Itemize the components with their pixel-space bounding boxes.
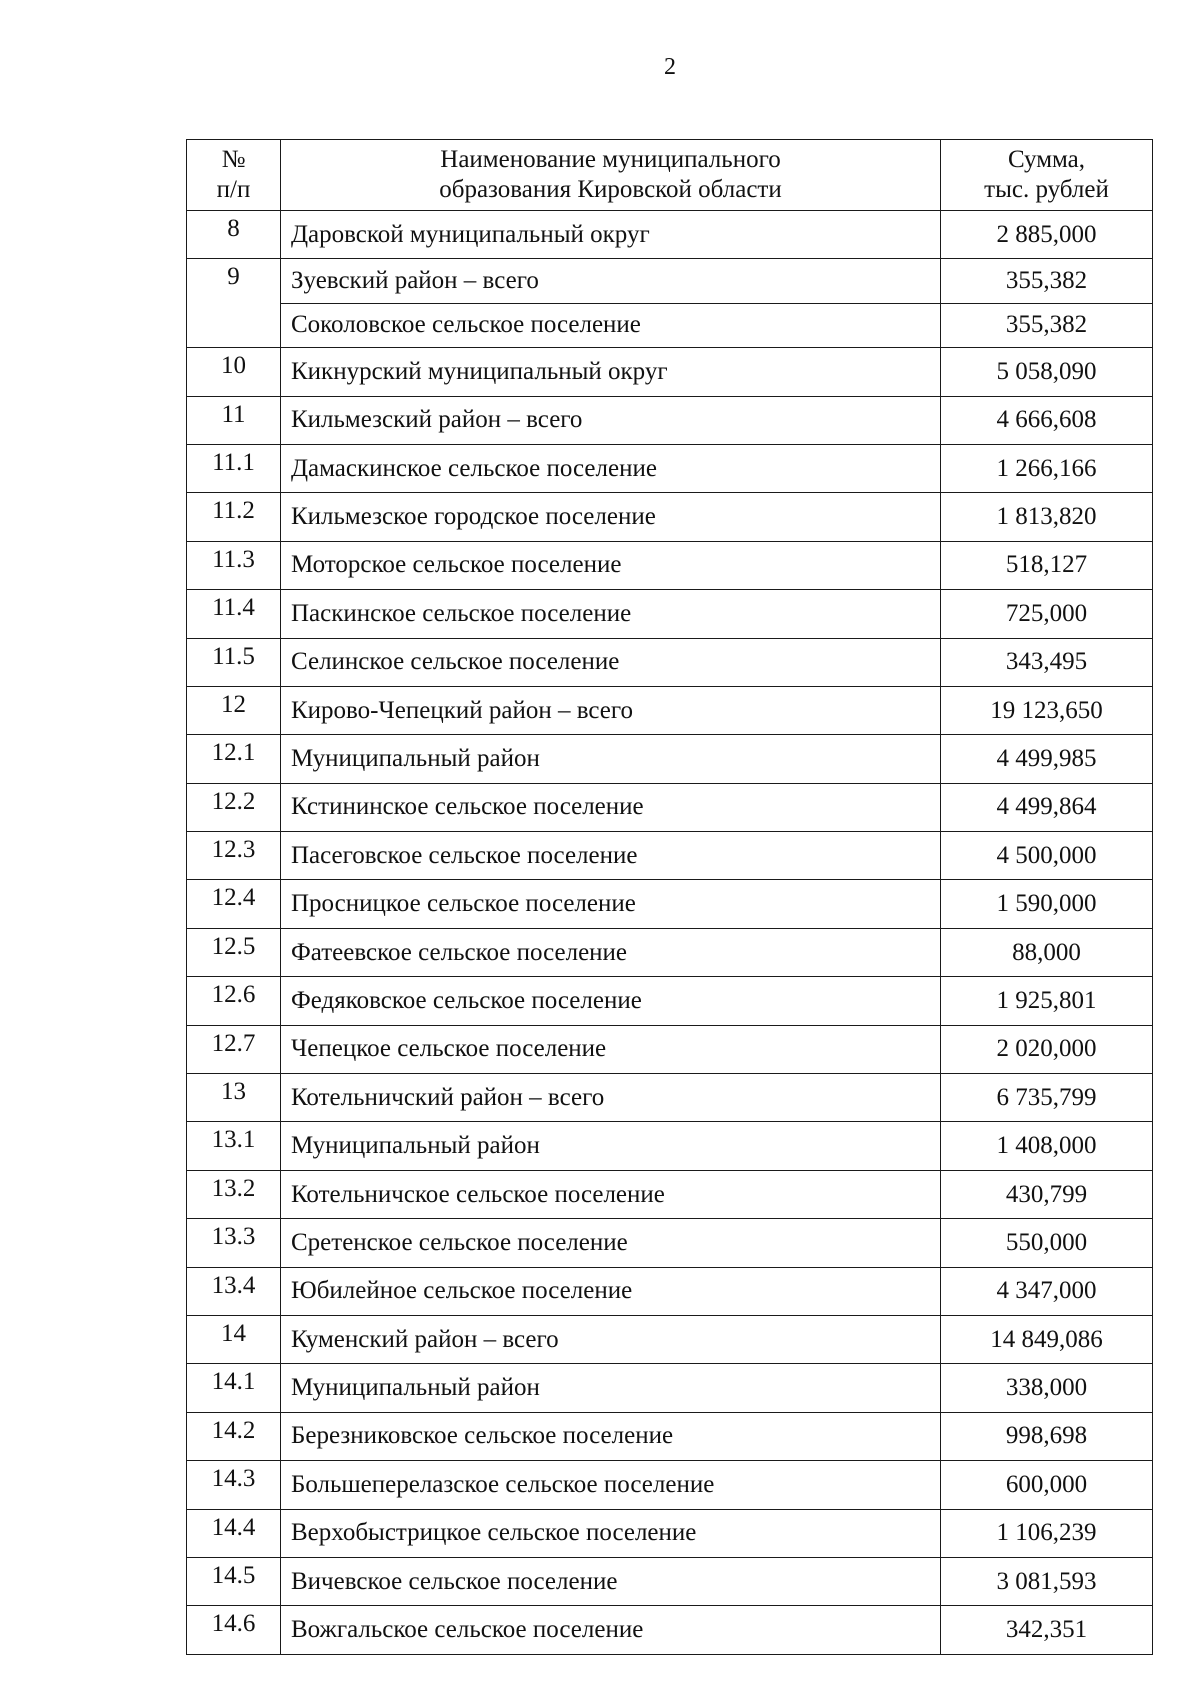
row-number: 10	[187, 348, 281, 396]
municipality-name: Муниципальный район	[281, 1122, 941, 1170]
municipality-name: Пасеговское сельское поселение	[281, 832, 941, 880]
amount-value: 4 347,000	[941, 1267, 1153, 1315]
amount-value: 1 590,000	[941, 880, 1153, 928]
row-number: 9	[187, 259, 281, 348]
row-number: 12.1	[187, 735, 281, 783]
amount-value: 19 123,650	[941, 686, 1153, 734]
table-row	[187, 259, 1153, 303]
row-number: 14.5	[187, 1557, 281, 1605]
row-number: 13.1	[187, 1122, 281, 1170]
table-row	[187, 1461, 1153, 1509]
amount-value: 14 849,086	[941, 1315, 1153, 1363]
municipality-name: Вичевское сельское поселение	[281, 1557, 941, 1605]
municipality-name: Соколовское сельское поселение	[281, 303, 941, 347]
table-row	[187, 590, 1153, 638]
row-number: 12.4	[187, 880, 281, 928]
table-row	[187, 783, 1153, 831]
municipality-name: Кирово-Чепецкий район – всего	[281, 686, 941, 734]
row-number: 14.1	[187, 1364, 281, 1412]
amount-value: 600,000	[941, 1461, 1153, 1509]
municipality-name: Большеперелазское сельское поселение	[281, 1461, 941, 1509]
amount-value: 4 499,985	[941, 735, 1153, 783]
row-number: 13.4	[187, 1267, 281, 1315]
amount-value: 1 266,166	[941, 444, 1153, 492]
table-row	[187, 977, 1153, 1025]
header-name-line: образования Кировской области	[439, 176, 782, 203]
municipality-name: Муниципальный район	[281, 1364, 941, 1412]
row-number: 13.3	[187, 1219, 281, 1267]
table-row	[187, 211, 1153, 259]
amount-value: 1 925,801	[941, 977, 1153, 1025]
municipality-name: Куменский район – всего	[281, 1315, 941, 1363]
row-number: 11.5	[187, 638, 281, 686]
amount-value: 518,127	[941, 541, 1153, 589]
row-number: 14	[187, 1315, 281, 1363]
municipality-name: Березниковское сельское поселение	[281, 1412, 941, 1460]
amount-value: 4 499,864	[941, 783, 1153, 831]
amount-value: 88,000	[941, 928, 1153, 976]
municipality-name: Паскинское сельское поселение	[281, 590, 941, 638]
page-number: 2	[664, 54, 676, 80]
row-number: 11.1	[187, 444, 281, 492]
header-row	[187, 140, 1153, 211]
table-row	[187, 1509, 1153, 1557]
amount-value: 6 735,799	[941, 1074, 1153, 1122]
amount-value: 5 058,090	[941, 348, 1153, 396]
municipality-name: Котельничское сельское поселение	[281, 1170, 941, 1218]
amount-value: 1 813,820	[941, 493, 1153, 541]
amount-value: 998,698	[941, 1412, 1153, 1460]
row-number: 14.6	[187, 1606, 281, 1654]
table-row	[187, 1025, 1153, 1073]
municipality-name: Селинское сельское поселение	[281, 638, 941, 686]
table-row	[187, 493, 1153, 541]
amount-value: 4 666,608	[941, 396, 1153, 444]
table-row	[187, 1412, 1153, 1460]
amount-value: 4 500,000	[941, 832, 1153, 880]
municipality-name: Федяковское сельское поселение	[281, 977, 941, 1025]
row-number: 13.2	[187, 1170, 281, 1218]
row-number: 13	[187, 1074, 281, 1122]
amount-value: 2 885,000	[941, 211, 1153, 259]
row-number: 8	[187, 211, 281, 259]
table-row	[187, 1122, 1153, 1170]
amount-value: 430,799	[941, 1170, 1153, 1218]
header-sum	[941, 140, 1153, 211]
amount-value: 355,382	[941, 259, 1153, 303]
table-row	[187, 303, 1153, 347]
amount-value: 2 020,000	[941, 1025, 1153, 1073]
municipality-name: Кильмезское городское поселение	[281, 493, 941, 541]
municipality-name: Верхобыстрицкое сельское поселение	[281, 1509, 941, 1557]
row-number: 14.3	[187, 1461, 281, 1509]
table-row	[187, 1170, 1153, 1218]
row-number: 11.2	[187, 493, 281, 541]
allocation-table	[186, 139, 1153, 1655]
table-row	[187, 880, 1153, 928]
header-name	[281, 140, 941, 211]
amount-value: 343,495	[941, 638, 1153, 686]
municipality-name: Кильмезский район – всего	[281, 396, 941, 444]
table-row	[187, 1267, 1153, 1315]
table-row	[187, 444, 1153, 492]
row-number: 11.4	[187, 590, 281, 638]
row-number: 11.3	[187, 541, 281, 589]
table-row	[187, 1364, 1153, 1412]
row-number: 12.3	[187, 832, 281, 880]
amount-value: 725,000	[941, 590, 1153, 638]
header-sum-line: Сумма,	[1007, 146, 1086, 173]
row-number: 12.7	[187, 1025, 281, 1073]
table-row	[187, 1606, 1153, 1654]
header-number-line: п/п	[216, 176, 251, 203]
municipality-name: Вожгальское сельское поселение	[281, 1606, 941, 1654]
row-number: 12.6	[187, 977, 281, 1025]
table-row	[187, 396, 1153, 444]
table-body	[187, 211, 1153, 1655]
row-number: 12.2	[187, 783, 281, 831]
amount-value: 3 081,593	[941, 1557, 1153, 1605]
amount-value: 355,382	[941, 303, 1153, 347]
table-header	[187, 140, 1153, 211]
header-number	[187, 140, 281, 211]
row-number: 14.4	[187, 1509, 281, 1557]
municipality-name: Зуевский район – всего	[281, 259, 941, 303]
municipality-name: Даровской муниципальный округ	[281, 211, 941, 259]
header-number-line: №	[221, 146, 246, 173]
header-name-line: Наименование муниципального	[440, 146, 781, 173]
table-row	[187, 686, 1153, 734]
row-number: 11	[187, 396, 281, 444]
row-number: 14.2	[187, 1412, 281, 1460]
table-row	[187, 1557, 1153, 1605]
municipality-name: Кикнурский муниципальный округ	[281, 348, 941, 396]
municipality-name: Просницкое сельское поселение	[281, 880, 941, 928]
municipality-name: Дамаскинское сельское поселение	[281, 444, 941, 492]
amount-value: 550,000	[941, 1219, 1153, 1267]
row-number: 12.5	[187, 928, 281, 976]
amount-value: 342,351	[941, 1606, 1153, 1654]
amount-value: 1 408,000	[941, 1122, 1153, 1170]
table-row	[187, 638, 1153, 686]
municipality-name: Юбилейное сельское поселение	[281, 1267, 941, 1315]
municipality-name: Моторское сельское поселение	[281, 541, 941, 589]
table-row	[187, 928, 1153, 976]
table-row	[187, 832, 1153, 880]
municipality-name: Чепецкое сельское поселение	[281, 1025, 941, 1073]
amount-value: 1 106,239	[941, 1509, 1153, 1557]
municipality-name: Сретенское сельское поселение	[281, 1219, 941, 1267]
amount-value: 338,000	[941, 1364, 1153, 1412]
table-row	[187, 1074, 1153, 1122]
municipality-name: Фатеевское сельское поселение	[281, 928, 941, 976]
table-row	[187, 541, 1153, 589]
municipality-name: Муниципальный район	[281, 735, 941, 783]
municipality-name: Котельничский район – всего	[281, 1074, 941, 1122]
row-number: 12	[187, 686, 281, 734]
table-row	[187, 735, 1153, 783]
table-row	[187, 1219, 1153, 1267]
header-sum-line: тыс. рублей	[984, 176, 1109, 203]
table-row	[187, 1315, 1153, 1363]
table-row	[187, 348, 1153, 396]
municipality-name: Кстининское сельское поселение	[281, 783, 941, 831]
